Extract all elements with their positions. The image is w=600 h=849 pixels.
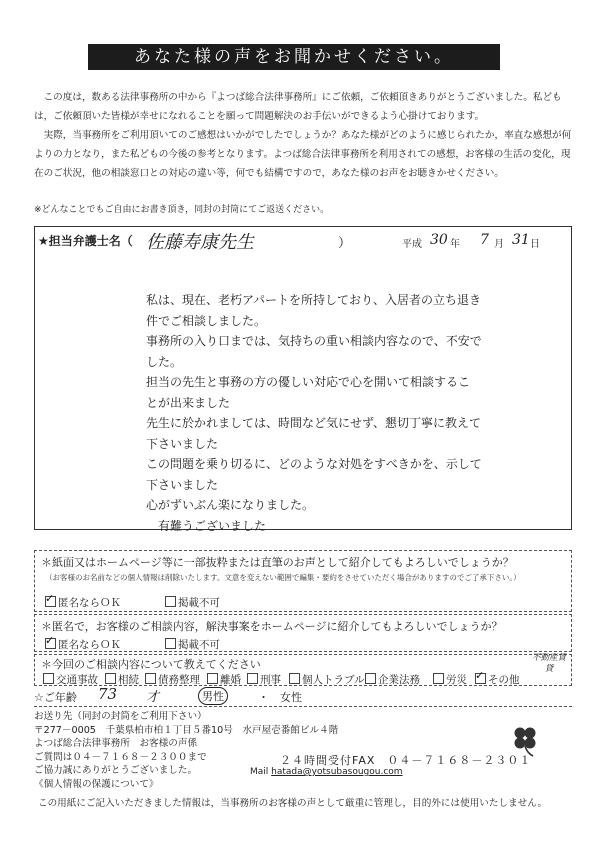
mail-row — [250, 767, 403, 777]
office-name: よつば総合法律事務所 お客様の声係 — [34, 738, 198, 749]
comment-line: 件でご相談しました。 — [146, 313, 267, 328]
option-corporate[interactable]: 企業法務 — [365, 672, 420, 687]
option-personal-trouble[interactable]: 個人トラブル — [289, 672, 365, 687]
checkbox[interactable] — [165, 596, 176, 607]
mail-label: Mail — [250, 767, 269, 777]
footer-contact — [34, 710, 574, 791]
comment-line: 心がずいぶん楽になりました。 — [146, 498, 315, 512]
page-title: あなた様の声をお聞かせください。 — [88, 44, 500, 70]
comment-line: 先生に於かれましては、時間など気にせず、懇切丁寧に教えて — [146, 416, 482, 430]
question-case-title: ＊匿名で，お客様のご相談内容，解決事案をホームページに紹介してもよろしいでしょうか？ — [41, 620, 503, 633]
other-category-note: 不動産賃貸 — [531, 653, 566, 674]
lawyer-name-field[interactable]: 佐藤寿康先生 — [146, 232, 254, 253]
option-no-publish[interactable]: 掲載不可 — [165, 637, 220, 652]
send-to-label: お送り先（同封の封筒をご利用下さい） — [34, 711, 207, 722]
thanks-text: ご協力誠にありがとうございました。 — [34, 765, 198, 776]
clover-icon — [508, 724, 542, 758]
question-publish-note: （お客様のお名前などの個人情報は削除いたします。文意を変えない範囲で編集・要約をさせていただく場合がありますのでご了承下さい。） — [45, 573, 521, 582]
option-inheritance[interactable]: 相続 — [105, 672, 139, 687]
question-category-section — [34, 654, 572, 686]
comment-line: 担当の先生と事務の方の優しい対応で心を開いて相談するこ — [146, 375, 471, 389]
checkbox-checked[interactable] — [45, 596, 56, 607]
age-gender-row — [34, 685, 572, 707]
mail-link[interactable]: hatada@yotsubasougou.com — [271, 767, 403, 777]
option-criminal[interactable]: 刑事 — [247, 672, 281, 687]
age-unit: 才 — [146, 690, 160, 705]
question-publish-section — [34, 550, 572, 612]
comment-line: この問題を乗り切るに、どのような対処をすべきかを、示して — [146, 457, 482, 471]
intro-paragraph-1: この度は，数ある法律事務所の中から『よつば総合法律事務所』にご依頼，ご依頼頂きありがとうございました。私どもは，ご依頼頂いた皆様が幸せになれることを願って問題解決のお手伝いができるよう心掛けております。 — [34, 92, 562, 122]
lawyer-label: ★担当弁護士名（ — [38, 234, 133, 248]
gender-male[interactable]: 男性 — [198, 687, 228, 705]
age-value[interactable]: 73 — [98, 685, 118, 703]
date-day-unit: 日 — [530, 239, 540, 250]
question-category-title: ＊今回のご相談内容について教えてください — [41, 658, 261, 671]
question-publish-title: ＊紙面又はホームページ等に一部抜粋または直筆のお声として紹介してもよろしいでしょうか？ — [41, 556, 514, 569]
option-debt[interactable]: 債務整理 — [145, 672, 200, 687]
option-workers-comp[interactable]: 労災 — [433, 672, 467, 687]
checkbox-checked[interactable] — [475, 673, 486, 684]
privacy-title: 《個人情報の保護について》 — [34, 778, 159, 790]
date-month: 7 — [480, 232, 489, 248]
option-traffic-accident[interactable]: 交通事故 — [43, 672, 98, 687]
comment-line: 私は、現在、老朽アパートを所持しており、入居者の立ち退き — [146, 293, 482, 307]
comment-line: 有難うございました — [146, 518, 267, 533]
instruction-note: ※どんなことでもご自由にお書き頂き，同封の封筒にてご返送ください。 — [34, 205, 330, 215]
comment-line: 下さいました — [146, 477, 219, 492]
option-no-publish[interactable]: 掲載不可 — [165, 595, 220, 610]
option-anonymous-ok[interactable]: ✓匿名ならＯＫ — [45, 637, 121, 652]
age-label: ☆ご年齢 — [34, 691, 77, 704]
date-field[interactable] — [402, 232, 540, 250]
date-era: 平成 — [402, 239, 422, 250]
date-year: 30 — [430, 232, 448, 248]
comment-line: 下さいました — [146, 436, 219, 451]
date-day: 31 — [512, 232, 530, 248]
intro-paragraph-2: 実際，当事務所をご利用頂いてのご感想はいかがでしたでしょうか？あなた様がどのように感じられたか，率直な感想が何よりの力となり，また私どもの今後の参考となります。よつば総合法律事務所を利用されての感想，お客様の生活の変化，現在のご状況，他の相談窓口との対応の違い等，何でも結構ですので，あなた様のお声をお聴きかせください。 — [34, 130, 572, 179]
date-year-unit: 年 — [450, 239, 460, 250]
question-case-section — [34, 614, 572, 652]
checkbox[interactable] — [165, 638, 176, 649]
customer-comment — [146, 290, 506, 536]
privacy-statement: この用紙にご記入いただきました情報は，当事務所のお客様の声として厳重に管理し，目的外には使用いたしません。 — [38, 798, 548, 809]
inquiry-phone: ご質問は０４－７１６８－２３００まで — [34, 751, 207, 763]
intro-text — [34, 88, 574, 183]
comment-line: とが出来ました — [146, 395, 231, 410]
comment-line: 事務所の入り口までは、気持ちの重い相談内容なので、不安で — [146, 334, 482, 348]
option-divorce[interactable]: 離婚 — [207, 672, 241, 687]
office-address: 〒277－0005 千葉県柏市柏１丁目５番10号 水戸屋壱番館ビル４階 — [34, 724, 339, 736]
gender-female[interactable]: 女性 — [280, 691, 302, 704]
option-other[interactable]: ✓ その他 — [475, 672, 520, 687]
option-anonymous-ok[interactable]: ✓匿名ならＯＫ — [45, 595, 121, 610]
gender-separator: ・ — [258, 691, 269, 704]
comment-line: した。 — [146, 354, 183, 369]
date-month-unit: 月 — [494, 239, 504, 250]
fax-number: ２４時間受付FAX ０４－７１６８－２３０１ — [280, 754, 532, 767]
checkbox-checked[interactable] — [45, 638, 56, 649]
lawyer-label-close: ） — [338, 236, 352, 251]
